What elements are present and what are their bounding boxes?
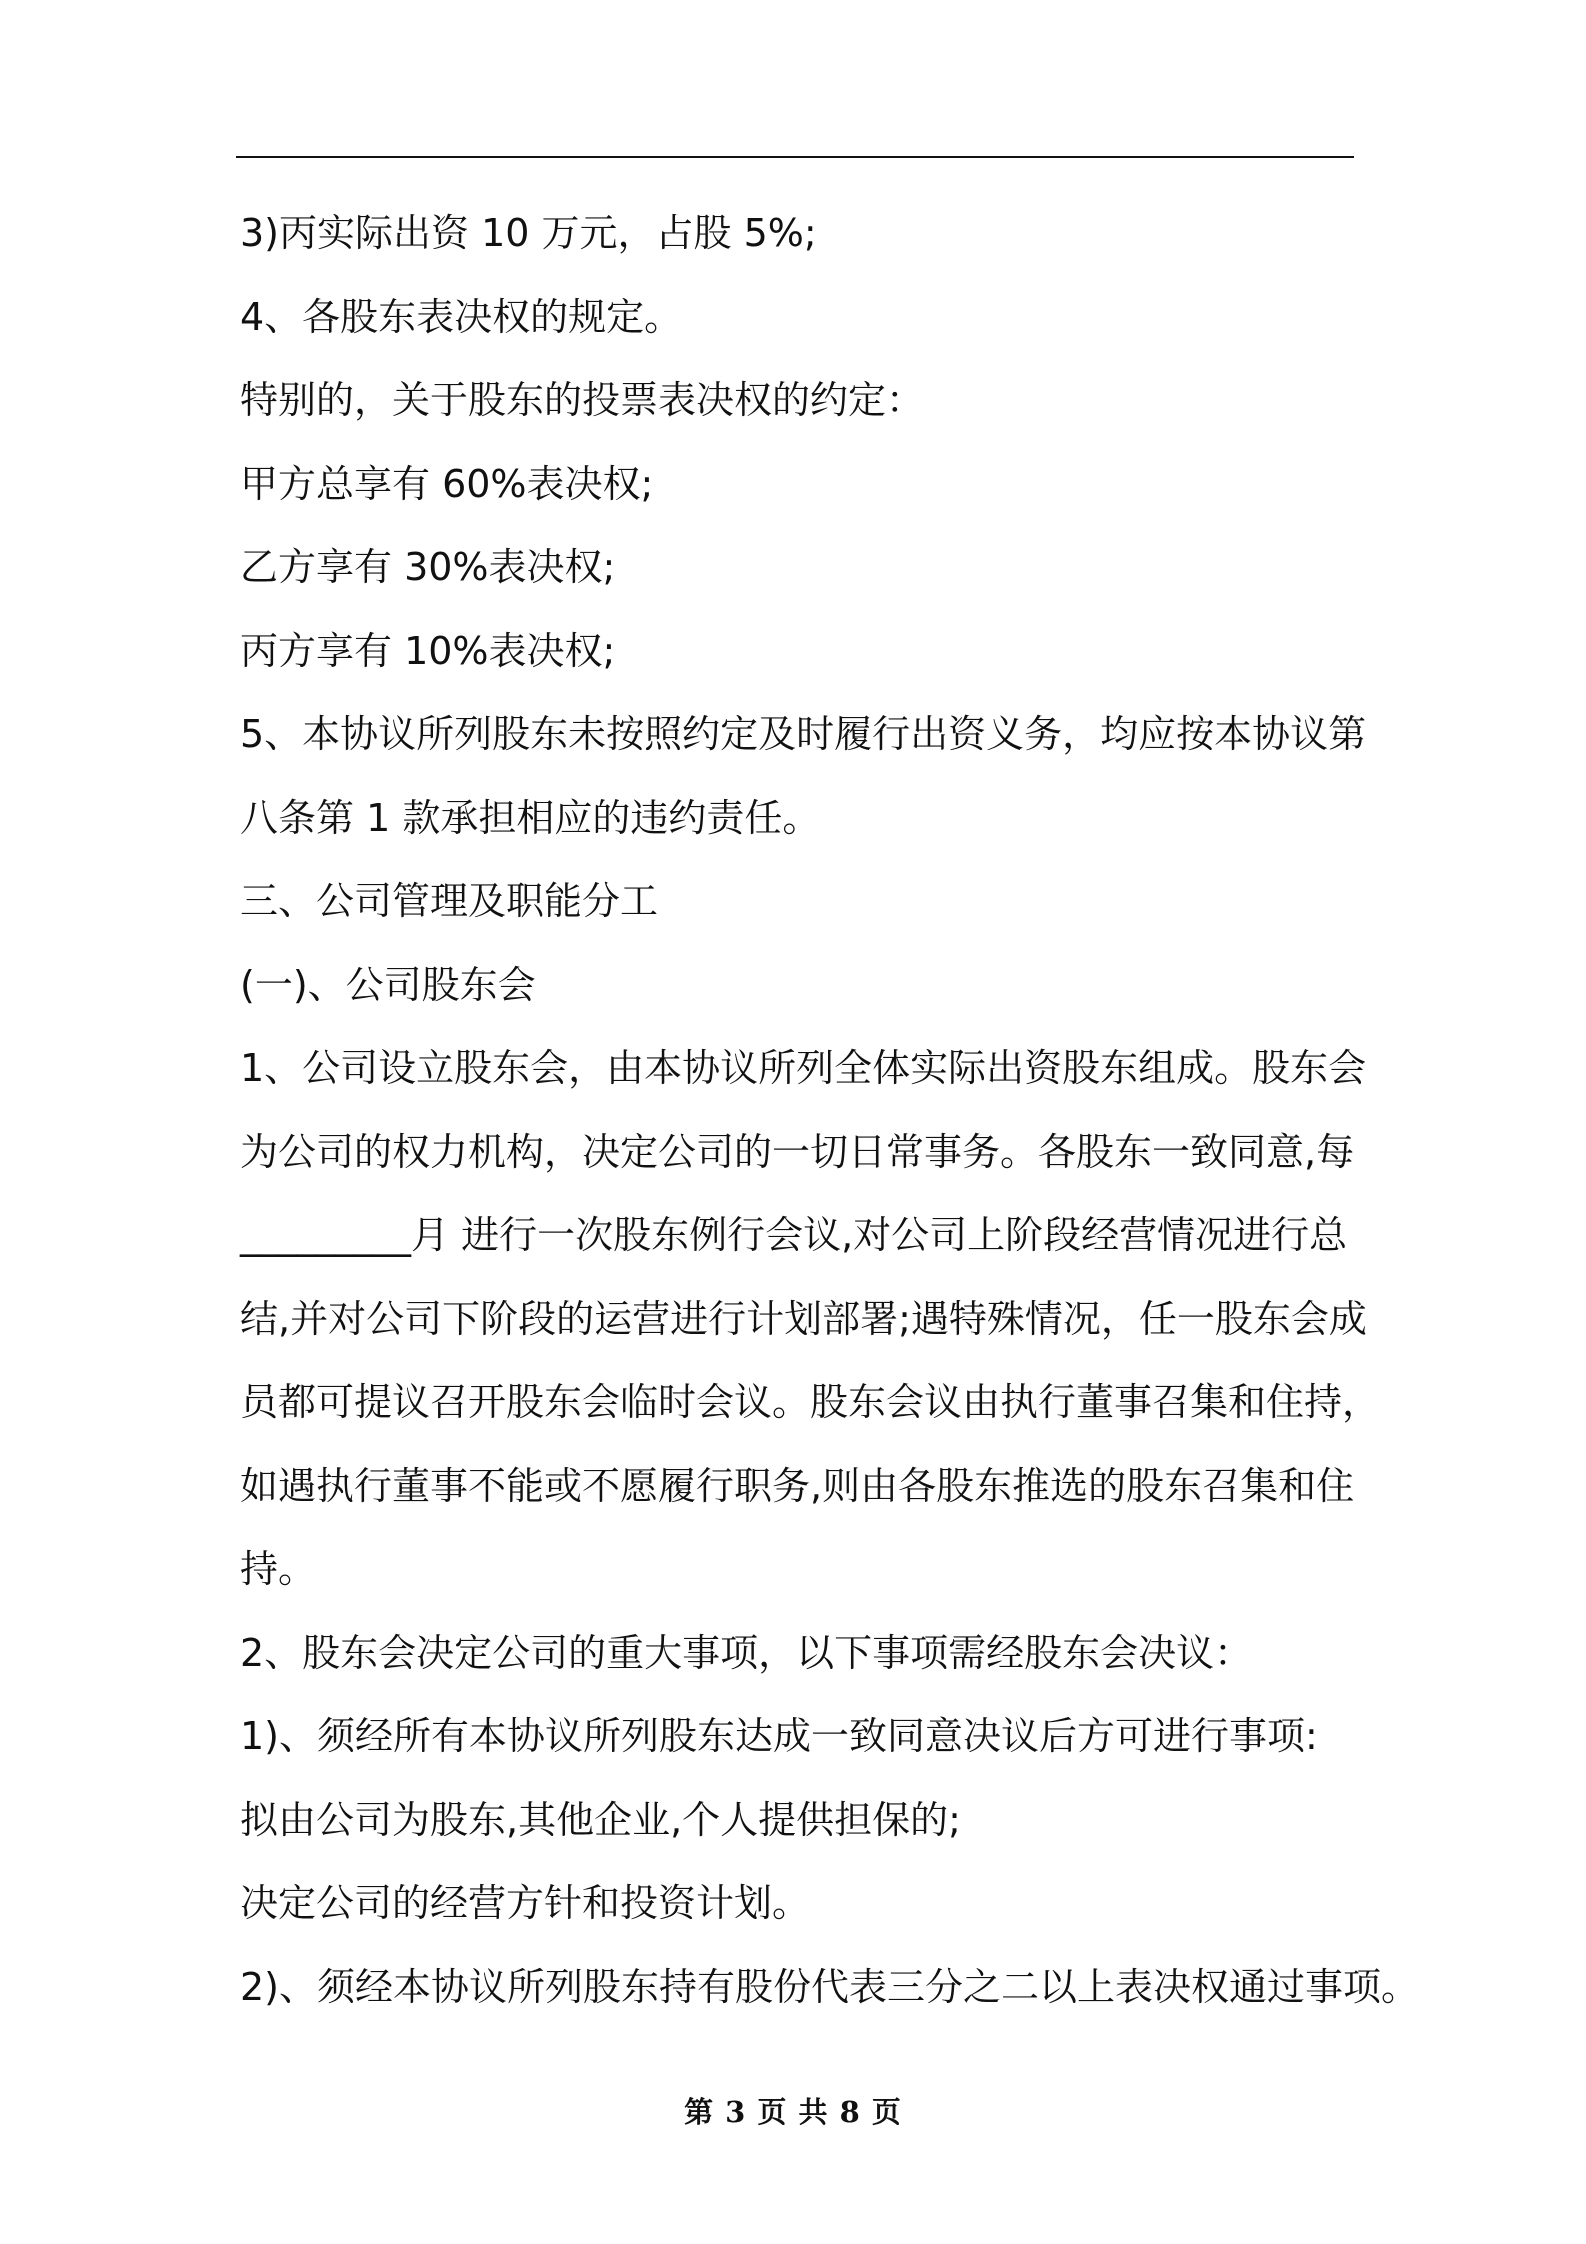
- text-line: 拟由公司为股东,其他企业,个人提供担保的;: [240, 1797, 961, 1842]
- page-number-footer: 第 3 页 共 8 页: [684, 2095, 902, 2129]
- text-line: 决定公司的经营方针和投资计划。: [240, 1881, 811, 1925]
- text-line: _________月 进行一次股东例行会议,对公司上阶段经营情况进行总: [240, 1213, 1348, 1257]
- text-line: 乙方享有 30%表决权;: [240, 545, 616, 589]
- text-line: 持。: [240, 1547, 317, 1591]
- text-line: 5、本协议所列股东未按照约定及时履行出资义务，均应按本协议第: [240, 712, 1367, 756]
- body-text: [240, 192, 1420, 2029]
- text-line: 如遇执行董事不能或不愿履行职务,则由各股东推选的股东召集和住: [240, 1463, 1355, 1508]
- text-line: 员都可提议召开股东会临时会议。股东会议由执行董事召集和住持，: [240, 1380, 1381, 1424]
- text-line: 特别的，关于股东的投票表决权的约定：: [240, 378, 925, 422]
- text-line: 2、股东会决定公司的重大事项，以下事项需经股东会决议：: [240, 1630, 1253, 1675]
- text-line: 甲方总享有 60%表决权;: [240, 461, 654, 506]
- text-line: 为公司的权力机构，决定公司的一切日常事务。各股东一致同意,每: [240, 1129, 1355, 1174]
- header-rule: [236, 156, 1354, 158]
- text-line: 丙方享有 10%表决权;: [240, 628, 616, 673]
- text-line: 2)、须经本协议所列股东持有股份代表三分之二以上表决权通过事项。: [240, 1964, 1420, 2009]
- text-line: 八条第 1 款承担相应的违约责任。: [240, 795, 821, 840]
- text-line: 4、各股东表决权的规定。: [240, 294, 683, 339]
- subsection-heading: (一)、公司股东会: [240, 962, 536, 1007]
- section-heading: 三、公司管理及职能分工: [240, 879, 659, 923]
- text-line: 1、公司设立股东会，由本协议所列全体实际出资股东组成。股东会: [240, 1046, 1367, 1090]
- text-line: 3)丙实际出资 10 万元，占股 5%;: [240, 211, 817, 255]
- text-line: 结,并对公司下阶段的运营进行计划部署;遇特殊情况，任一股东会成: [240, 1296, 1367, 1341]
- text-line: 1)、须经所有本协议所列股东达成一致同意决议后方可进行事项:: [240, 1714, 1318, 1758]
